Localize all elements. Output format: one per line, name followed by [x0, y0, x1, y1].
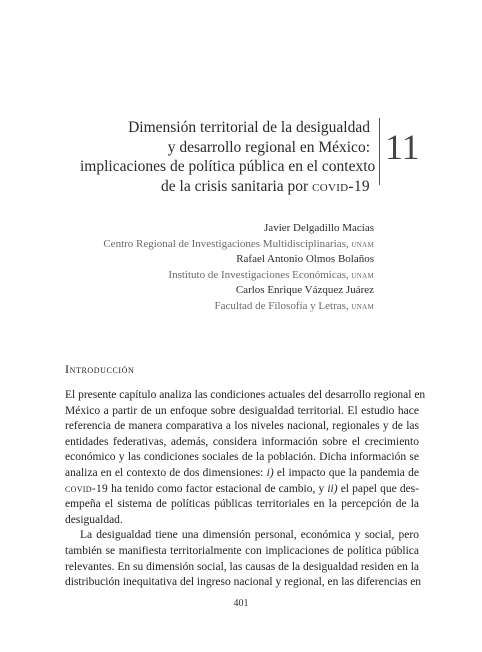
body-text: [65, 388, 426, 591]
title-divider: [379, 118, 380, 185]
chapter-title-line-2: y desarrollo regional en México:: [167, 138, 370, 156]
body-line-1: El presente capítulo analiza las condiciones actuales del desarrollo regional en: [65, 389, 426, 401]
author-affiliation-2-institution: unam: [351, 269, 374, 281]
chapter-title: [80, 118, 376, 196]
author-name-2: Rafael Antonio Olmos Bolaños: [236, 253, 374, 266]
author-name-3: Carlos Enrique Vázquez Juárez: [235, 284, 374, 297]
body-line-4: entidades federativas, además, considera información sobre el crecimiento: [65, 435, 419, 448]
author-affiliation-1-text: Centro Regional de Investigaciones Multidisciplinarias,: [103, 237, 352, 250]
body-line-8: empeña el sistema de políticas públicas territoriales en la percepción de la: [65, 498, 419, 511]
chapter-number: 11: [385, 127, 420, 167]
body-line-5: económico y las condiciones sociales de la población. Dicha información se: [65, 451, 419, 464]
body-line-10: La desigualdad tiene una dimensión personal, económica y social, pero: [80, 529, 419, 542]
author-affiliation-2: [54, 268, 374, 284]
body-line-2: México a partir de un enfoque sobre desigualdad territorial. El estudio hace: [65, 404, 419, 417]
enumerator-i: i): [266, 466, 274, 479]
body-line-7-text-end: el papel que des-: [337, 482, 419, 495]
section-heading: Introducción: [65, 362, 135, 376]
chapter-title-line-4: [80, 177, 370, 197]
body-line-6: [65, 466, 419, 482]
author-affiliation-2-text: Instituto de Investigaciones Económicas,: [168, 268, 352, 281]
author-name-1: Javier Delgadillo Macías: [264, 222, 374, 234]
chapter-title-line-3: implicaciones de política pública en el contexto: [80, 158, 376, 175]
body-line-7: [65, 482, 419, 498]
author-affiliation-3-institution: unam: [351, 300, 374, 312]
chapter-title-line-1: Dimensión territorial de la desigualdad: [128, 119, 370, 136]
author-affiliation-3: [54, 299, 374, 315]
body-line-12: relevantes. En su dimensión social, las causas de la desigualdad residen en la: [65, 560, 419, 573]
body-line-9: desigualdad.: [65, 513, 123, 526]
author-affiliation-1: [54, 237, 374, 253]
author-affiliation-3-text: Facultad de Filosofía y Letras,: [214, 299, 352, 312]
body-line-6-text: analiza en el contexto de dos dimensiones:: [65, 466, 267, 479]
enumerator-ii: ii): [327, 482, 338, 495]
body-line-6-text-end: el impacto que la pandemia de: [273, 466, 419, 479]
body-line-11: también se manifiesta territorialmente con implicaciones de política pública: [65, 544, 419, 557]
covid-term: covid-19: [65, 482, 109, 495]
chapter-title-line-4-text: de la crisis sanitaria por: [161, 177, 313, 195]
chapter-title-covid-term: covid-19: [312, 177, 370, 195]
author-affiliation-1-institution: unam: [351, 238, 374, 250]
body-line-7-text: ha tenido como factor estacional de cambio, y: [108, 482, 328, 495]
body-line-3: referencia de manera comparativa a los niveles nacional, regionales y de las: [65, 420, 419, 433]
page-number: 401: [233, 598, 249, 609]
author-list: [54, 221, 374, 315]
body-line-13: distribución inequitativa del ingreso nacional y regional, en las diferencias en: [65, 576, 422, 589]
